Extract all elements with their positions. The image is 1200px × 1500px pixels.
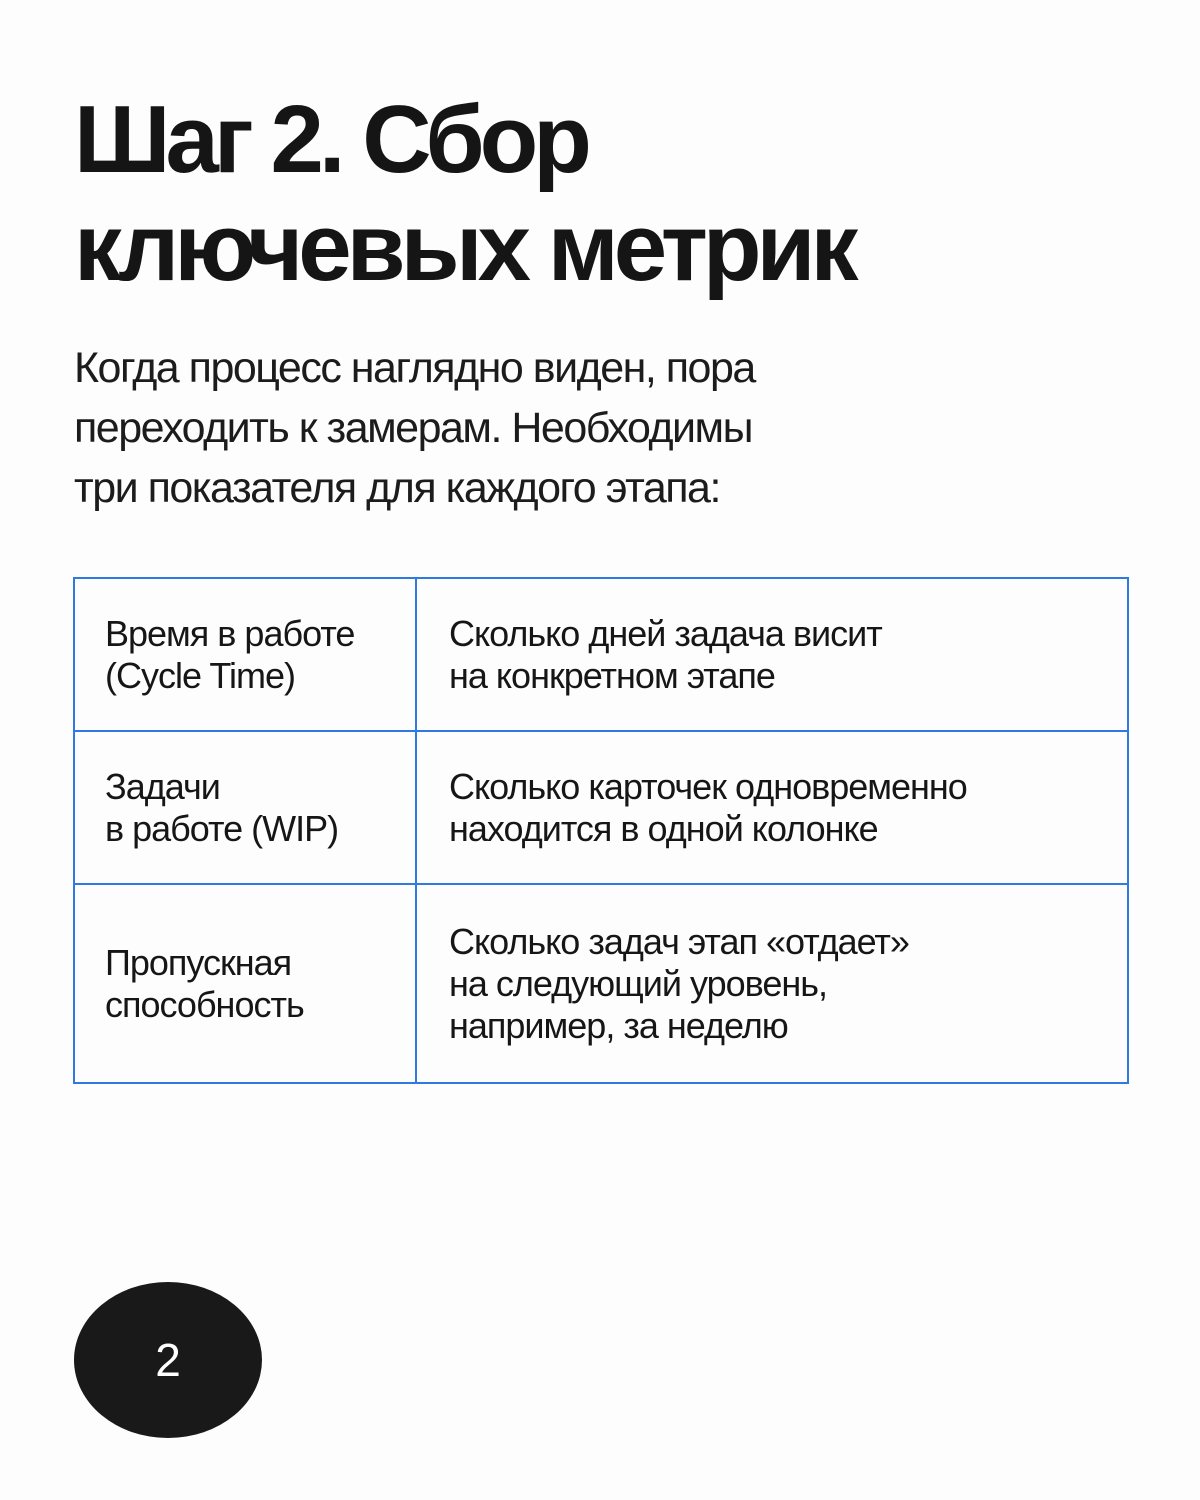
title-line-2: ключевых метрик: [74, 194, 854, 301]
metric-description-line: Сколько карточек одновременно: [449, 765, 967, 807]
metric-description-line: на конкретном этапе: [449, 654, 775, 696]
metric-name-line: Задачи: [105, 765, 220, 807]
metric-description-line: Сколько дней задача висит: [449, 612, 882, 654]
metrics-table: [73, 577, 1129, 1084]
metric-description-line: на следующий уровень,: [449, 962, 828, 1004]
metric-description-line: находится в одной колонке: [449, 807, 878, 849]
metric-description-cell: [416, 578, 1128, 731]
page-title: [74, 86, 854, 302]
page-number-badge: [74, 1282, 262, 1438]
intro-line-1: Когда процесс наглядно виден, пора: [74, 344, 755, 392]
table-row: [74, 578, 1128, 731]
intro-line-3: три показателя для каждого этапа:: [74, 464, 720, 512]
table-row: [74, 731, 1128, 884]
metric-name-line: Время в работе: [105, 612, 355, 654]
metric-name-cell: [74, 731, 416, 884]
table-row: [74, 884, 1128, 1083]
metric-description-line: Сколько задач этап «отдает»: [449, 920, 909, 962]
metric-description-cell: [416, 884, 1128, 1083]
intro-paragraph: [74, 338, 755, 518]
metric-description-cell: [416, 731, 1128, 884]
metric-name-line: (Cycle Time): [105, 654, 296, 696]
metric-name-cell: [74, 578, 416, 731]
metric-description-line: например, за неделю: [449, 1004, 788, 1046]
page-number: 2: [155, 1334, 181, 1386]
metric-name-line: способность: [105, 983, 304, 1025]
metric-name-line: в работе (WIP): [105, 807, 339, 849]
metric-name-line: Пропускная: [105, 941, 292, 983]
intro-line-2: переходить к замерам. Необходимы: [74, 404, 753, 452]
metric-name-cell: [74, 884, 416, 1083]
title-line-1: Шаг 2. Сбор: [74, 86, 587, 193]
